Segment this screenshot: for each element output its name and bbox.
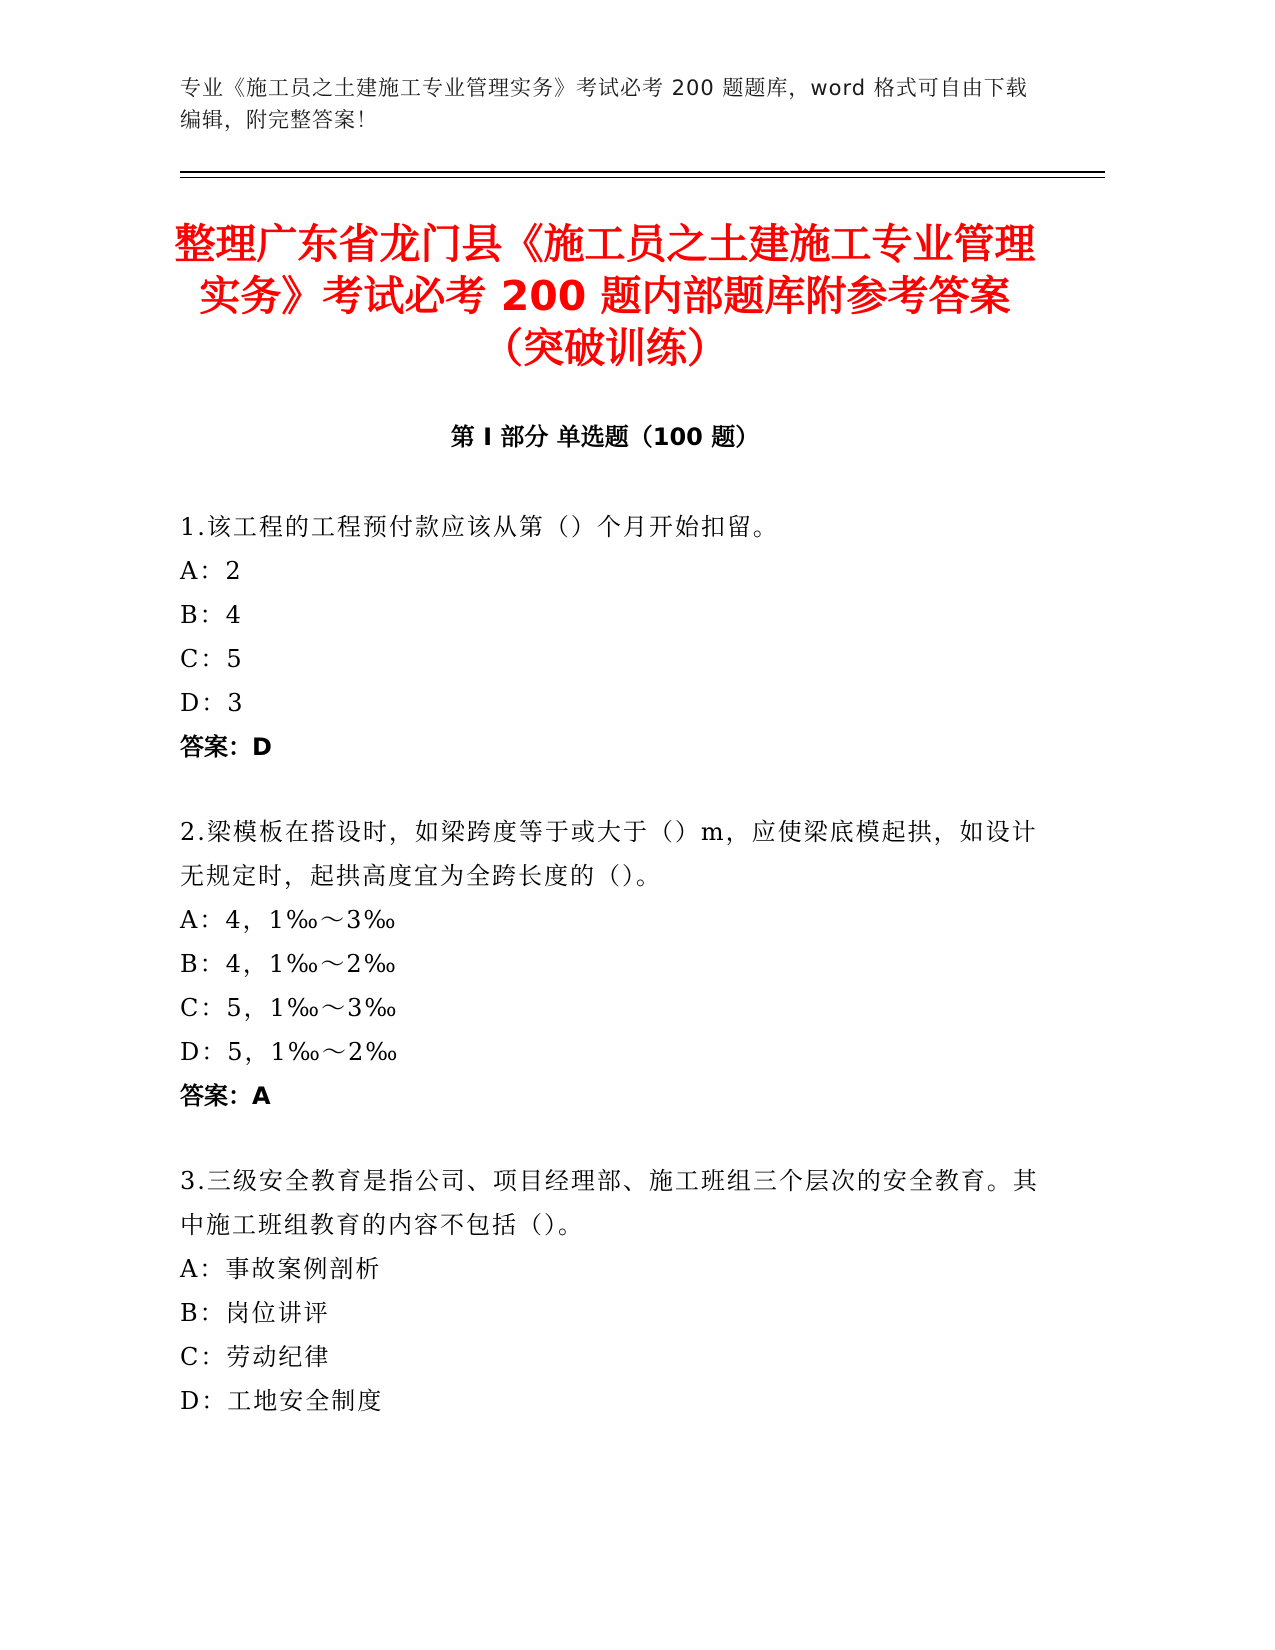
question-stem: 1.该工程的工程预付款应该从第（）个月开始扣留。 [180,513,779,541]
question-list [180,505,1040,1464]
answer: 答案：A [180,1082,271,1110]
option-b: B：4，1‰～2‰ [180,950,398,978]
option-d: D：工地安全制度 [180,1387,384,1415]
option-c: C：劳动纪律 [180,1343,331,1371]
header-rule-thin [180,177,1105,178]
option-b: B：4 [180,601,243,629]
option-d: D：5，1‰～2‰ [180,1038,400,1066]
option-a: A：2 [180,557,243,585]
option-a: A：事故案例剖析 [180,1255,382,1283]
answer: 答案：D [180,733,272,761]
header-note: 专业《施工员之土建施工专业管理实务》考试必考 200 题题库，word 格式可自由下载编辑，附完整答案！ [180,76,1028,132]
question-2 [180,810,1040,1118]
option-b: B：岗位讲评 [180,1299,330,1327]
section-heading: 第 I 部分 单选题（100 题） [450,423,760,451]
option-a: A：4，1‰～3‰ [180,906,398,934]
document-title: 整理广东省龙门县《施工员之土建施工专业管理实务》考试必考 200 题内部题库附参考答案（突破训练） [174,220,1036,372]
question-stem: 3.三级安全教育是指公司、项目经理部、施工班组三个层次的安全教育。其中施工班组教育的内容不包括（）。 [180,1167,1039,1239]
question-1 [180,505,1040,769]
header-rule-thick [180,171,1105,173]
option-c: C：5，1‰～3‰ [180,994,399,1022]
option-c: C：5 [180,645,244,673]
option-d: D：3 [180,689,245,717]
question-3 [180,1159,1040,1423]
question-stem: 2.梁模板在搭设时，如梁跨度等于或大于（）m，应使梁底模起拱，如设计无规定时，起拱高度宜为全跨长度的（）。 [180,818,1038,890]
